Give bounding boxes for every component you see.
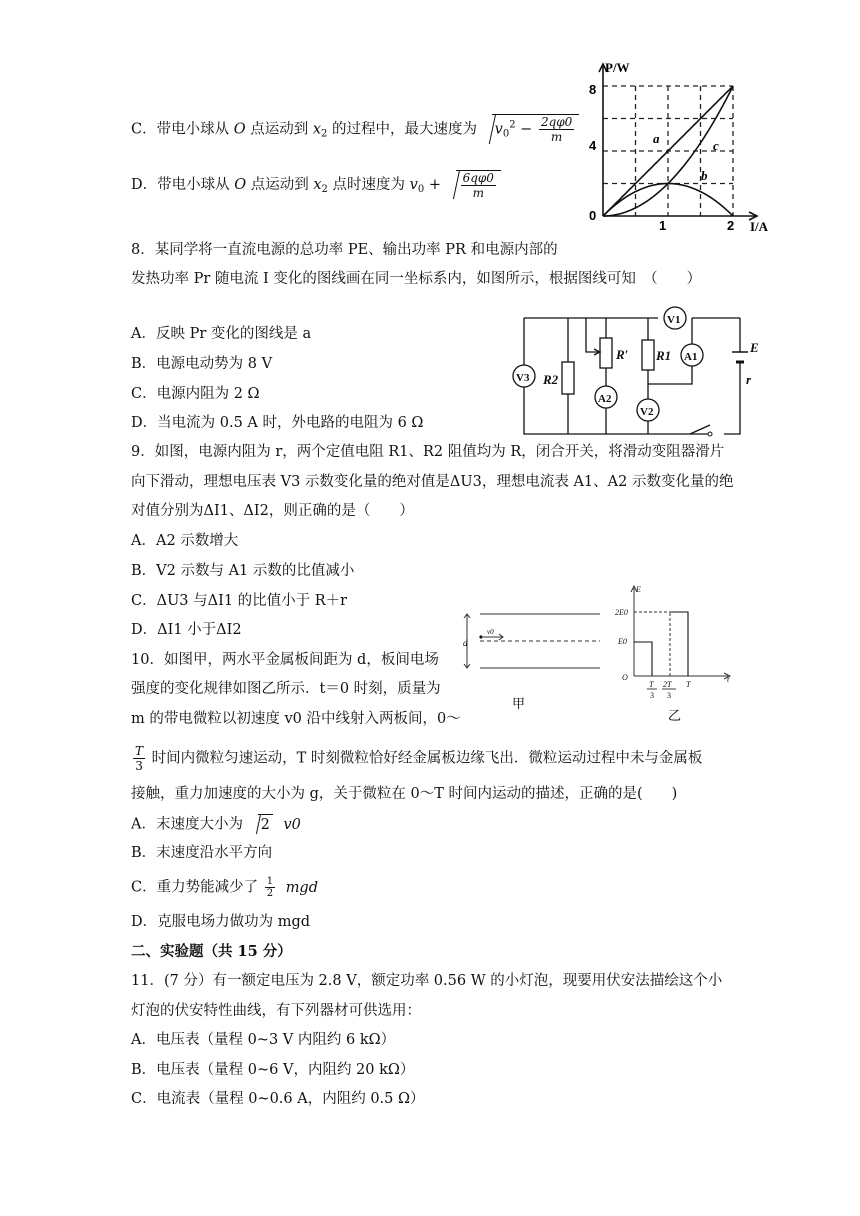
q10-option-d: D．克服电场力做功为 mgd bbox=[131, 914, 311, 930]
q7-option-c bbox=[131, 114, 579, 145]
text: v bbox=[409, 177, 418, 193]
label-v3: V3 bbox=[516, 372, 530, 384]
q10-option-b: B．末速度沿水平方向 bbox=[131, 845, 273, 861]
caption-yi: 乙 bbox=[668, 709, 682, 724]
q9-option-b: B．V2 示数与 A1 示数的比值减小 bbox=[131, 563, 355, 579]
text: 0 bbox=[502, 128, 510, 140]
origin-label: 0 bbox=[589, 208, 597, 223]
label-r: r bbox=[746, 372, 752, 387]
fraction bbox=[539, 115, 574, 144]
figure-jia-plates bbox=[455, 606, 605, 716]
rheostat-slider-wire bbox=[586, 318, 598, 352]
power-current-graph bbox=[585, 58, 785, 238]
sqrt-expression bbox=[492, 114, 580, 145]
label-t3-den: 3 bbox=[650, 691, 654, 700]
q10-stem-2: 强度的变化规律如图乙所示．t＝0 时刻，质量为 bbox=[131, 681, 441, 697]
label-2t3-den: 3 bbox=[667, 691, 671, 700]
curve-label-c: c bbox=[713, 138, 719, 153]
text: O bbox=[233, 121, 246, 138]
text: 2qφ0 bbox=[540, 115, 573, 129]
label-r2: R2 bbox=[543, 372, 559, 387]
text: C．重力势能减少了 bbox=[131, 879, 259, 896]
q8-option-a: A．反映 Pr 变化的图线是 a bbox=[131, 326, 312, 342]
text: 2 bbox=[321, 128, 328, 140]
text: 2 bbox=[509, 119, 516, 131]
switch-contact bbox=[708, 432, 712, 436]
particle bbox=[479, 635, 482, 638]
label-2e0: 2E0 bbox=[615, 608, 628, 617]
e-step-1 bbox=[634, 642, 652, 676]
text: x bbox=[312, 121, 322, 138]
label-e0: E0 bbox=[618, 637, 627, 646]
text: 2 bbox=[266, 888, 274, 899]
text: 6qφ0 bbox=[462, 171, 494, 185]
text: m bbox=[550, 130, 563, 144]
text: − bbox=[520, 121, 533, 138]
text: 点运动到 bbox=[250, 121, 309, 138]
label-2t3-num: 2T bbox=[663, 680, 672, 689]
label-t: T bbox=[686, 680, 691, 689]
x-tick-label: 2 bbox=[727, 218, 735, 233]
q8-option-c: C．电源内阻为 2 Ω bbox=[131, 386, 260, 402]
fraction bbox=[265, 876, 275, 899]
text: v bbox=[494, 121, 503, 138]
text: 3 bbox=[135, 759, 143, 773]
text: 点运动到 bbox=[250, 177, 309, 193]
q8-stem-1: 8．某同学将一直流电源的总功率 PE、输出功率 PR 和电源内部的 bbox=[131, 242, 558, 258]
fraction bbox=[461, 171, 496, 200]
label-v1: V1 bbox=[667, 314, 681, 326]
label-r1: R1 bbox=[656, 348, 672, 363]
label-v2: V2 bbox=[640, 406, 654, 418]
fraction bbox=[133, 744, 145, 773]
curve-label-b: b bbox=[701, 168, 708, 183]
text: 时间内微粒匀速运动，T 时刻微粒恰好经金属板边缘飞出．微粒运动过程中未与金属板 bbox=[151, 750, 703, 767]
text: 2 bbox=[260, 817, 270, 833]
q11-option-b: B．电压表（量程 0~6 V，内阻约 20 kΩ） bbox=[131, 1062, 415, 1078]
q9-stem-1: 9．如图，电源内阻为 r，两个定值电阻 R1、R2 阻值均为 R，闭合开关，将滑动变阻器滑片 bbox=[131, 444, 725, 460]
circuit-diagram bbox=[510, 304, 772, 440]
text: + bbox=[428, 177, 441, 193]
q10-stem-3: m 的带电微粒以初速度 v0 沿中线射入两板间，0～ bbox=[131, 711, 461, 727]
text: mgd bbox=[285, 879, 319, 896]
curve-label-a: a bbox=[653, 131, 660, 146]
q10-stem-5: 接触，重力加速度的大小为 g，关于微粒在 0～T 时间内运动的描述，正确的是( ) bbox=[131, 786, 678, 802]
q9-stem-3: 对值分别为ΔI1、ΔI2，则正确的是（ ） bbox=[131, 503, 414, 519]
q7-option-d bbox=[131, 170, 501, 200]
q8-stem-2: 发热功率 Pr 随电流 I 变化的图线画在同一坐标系内，如图所示，根据图线可知 （ ） bbox=[131, 271, 702, 287]
y-axis-title: P/W bbox=[605, 60, 630, 75]
y-tick-label: 8 bbox=[589, 82, 597, 97]
label-d: d bbox=[463, 638, 468, 648]
x-axis-title: I/A bbox=[750, 219, 769, 234]
q11-option-a: A．电压表（量程 0~3 V 内阻约 6 kΩ） bbox=[131, 1032, 396, 1048]
q8-option-d: D．当电流为 0.5 A 时，外电路的电阻为 6 Ω bbox=[131, 415, 424, 431]
label-rprime: R′ bbox=[616, 347, 629, 362]
resistor-r1 bbox=[642, 340, 654, 370]
text: D．带电小球从 bbox=[131, 177, 230, 193]
section-heading: 二、实验题（共 15 分） bbox=[131, 943, 292, 960]
text: x bbox=[313, 177, 322, 193]
q11-stem-2: 灯泡的伏安特性曲线，有下列器材可供选用： bbox=[131, 1003, 421, 1019]
q11-option-c: C．电流表（量程 0~0.6 A，内阻约 0.5 Ω） bbox=[131, 1091, 425, 1107]
sqrt-expression bbox=[258, 814, 273, 835]
wire-right-bottom bbox=[724, 370, 740, 434]
text: 2 bbox=[321, 184, 328, 195]
q9-stem-2: 向下滑动，理想电压表 V3 示数变化量的绝对值是ΔU3，理想电流表 A1、A2 示数变化量的绝 bbox=[131, 474, 734, 490]
label-v0: v0 bbox=[487, 628, 494, 636]
text: 点时速度为 bbox=[332, 177, 406, 193]
rheostat-rprime bbox=[600, 338, 612, 368]
text: 1 bbox=[266, 876, 274, 887]
q11-stem-1: 11．(7 分）有一额定电压为 2.8 V，额定功率 0.56 W 的小灯泡，现要用伏安法描绘这个小 bbox=[131, 973, 723, 989]
text: A．末速度大小为 bbox=[131, 816, 243, 833]
text: 的过程中，最大速度为 bbox=[332, 121, 477, 138]
resistor-r2 bbox=[562, 362, 574, 394]
figure-yi-e-t-graph bbox=[612, 580, 737, 725]
label-e: E bbox=[750, 340, 759, 355]
q10-stem-4 bbox=[131, 744, 702, 773]
q9-option-c: C．ΔU3 与ΔI1 的比值小于 R＋r bbox=[131, 593, 348, 609]
label-t3-num: T bbox=[649, 680, 654, 689]
text: 0 bbox=[417, 184, 425, 195]
text: O bbox=[234, 177, 247, 193]
q10-option-a bbox=[131, 814, 301, 835]
text: v0 bbox=[283, 816, 301, 833]
text: m bbox=[472, 186, 484, 200]
q8-option-b: B．电源电动势为 8 V bbox=[131, 356, 273, 372]
x-tick-label: 1 bbox=[659, 218, 667, 233]
q10-stem-1: 10．如图甲，两水平金属板间距为 d，板间电场 bbox=[131, 652, 439, 668]
label-e-axis: E bbox=[636, 585, 641, 594]
q9-option-a: A．A2 示数增大 bbox=[131, 533, 239, 549]
q9-option-d: D．ΔI1 小于ΔI2 bbox=[131, 622, 242, 638]
label-origin: O bbox=[622, 673, 628, 682]
sqrt-expression bbox=[456, 170, 501, 200]
y-tick-label: 4 bbox=[589, 138, 597, 153]
caption-jia: 甲 bbox=[512, 697, 526, 712]
label-a2: A2 bbox=[598, 393, 612, 405]
q10-option-c bbox=[131, 876, 318, 899]
label-t-axis: t bbox=[727, 675, 730, 684]
switch-blade bbox=[690, 425, 710, 434]
text: T bbox=[135, 744, 144, 758]
text: C．带电小球从 bbox=[131, 121, 230, 138]
e-step-2 bbox=[670, 612, 688, 676]
label-a1: A1 bbox=[684, 351, 698, 363]
